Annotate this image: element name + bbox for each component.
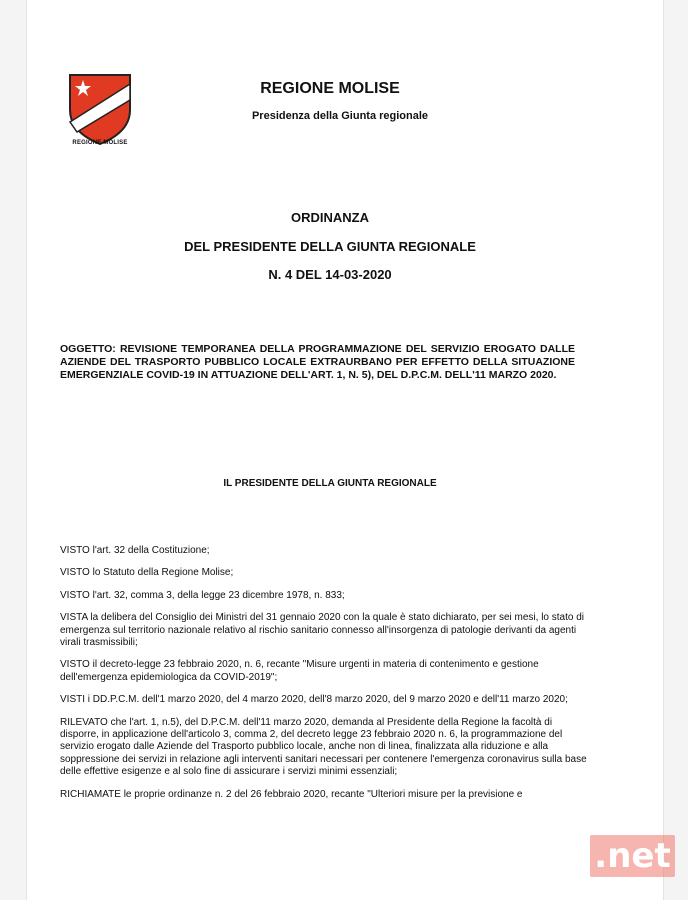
ordinanza-number: N. 4 DEL 14-03-2020 <box>268 267 392 282</box>
paragraph-vista-delibera: VISTA la delibera del Consiglio dei Ministri del 31 gennaio 2020 con la quale è stato dichiarato, per sei mesi, lo stato di emergenza sul territorio nazionale relativo al rischio sanitario connesso all'insorgenza di patologie derivanti da agenti virali trasmissibili; <box>60 612 585 649</box>
oggetto-paragraph: OGGETTO: REVISIONE TEMPORANEA DELLA PROGRAMMAZIONE DEL SERVIZIO EROGATO DALLE AZIENDE DEL TRASPORTO PUBBLICO LOCALE EXTRAURBANO PER EFFETTO DELLA SITUAZIONE EMERGENZIALE COVID-19 IN ATTUAZIONE DELL'ART. 1, N. 5), DEL D.P.C.M. DELL'11 MARZO 2020. <box>60 343 575 381</box>
paragraph-visto-legge-833: VISTO l'art. 32, comma 3, della legge 23 dicembre 1978, n. 833; <box>60 589 345 601</box>
presidente-heading: IL PRESIDENTE DELLA GIUNTA REGIONALE <box>223 478 437 489</box>
logo-caption: REGIONE MOLISE <box>72 140 128 146</box>
ordinanza-title: ORDINANZA <box>291 210 369 225</box>
viewer-right-margin <box>663 0 688 900</box>
region-subtitle: Presidenza della Giunta regionale <box>251 110 429 122</box>
site-watermark: .net <box>590 835 675 877</box>
regione-molise-coat-of-arms-icon <box>65 70 135 150</box>
document-body <box>60 545 590 811</box>
paragraph-visto-statuto: VISTO lo Statuto della Regione Molise; <box>60 567 234 579</box>
paragraph-visto-costituzione: VISTO l'art. 32 della Costituzione; <box>60 545 210 556</box>
paragraph-rilevato: RILEVATO che l'art. 1, n.5), del D.P.C.M. dell'11 marzo 2020, demanda al Presidente della Regione la facoltà di disporre, in applicazione dell'articolo 3, comma 2, del decreto legge 23 febbraio 2020 n. 6, la programmazione del servizio erogato dalle Aziende del Trasporto pubblico locale, anche non di linea, finalizzata alla riduzione e alla soppressione dei servizi in relazione agli interventi sanitari necessari per contenere l'emergenza coronavirus sulla base delle effettive esigenze e al solo fine di assicurare i servizi minimi essenziali; <box>60 716 587 778</box>
ordinanza-issuer: DEL PRESIDENTE DELLA GIUNTA REGIONALE <box>184 239 476 254</box>
viewer-left-margin <box>0 0 27 900</box>
paragraph-richiamate: RICHIAMATE le proprie ordinanze n. 2 del 26 febbraio 2020, recante "Ulteriori misure per la previsione e <box>60 788 523 800</box>
paragraph-visto-decreto-legge: VISTO il decreto-legge 23 febbraio 2020, n. 6, recante "Misure urgenti in materia di contenimento e gestione dell'emergenza epidemiologica da COVID-2019"; <box>60 659 539 683</box>
region-title: REGIONE MOLISE <box>260 80 400 97</box>
paragraph-visti-dpcm: VISTI i DD.P.C.M. dell'1 marzo 2020, del 4 marzo 2020, dell'8 marzo 2020, del 9 marzo 2020 e dell'11 marzo 2020; <box>60 694 568 706</box>
